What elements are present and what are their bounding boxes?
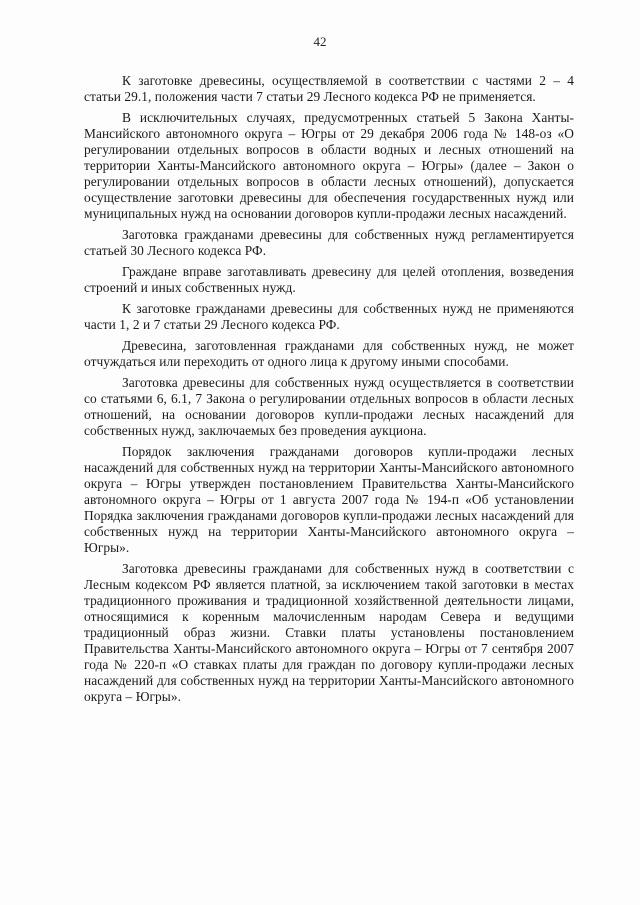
paragraph-3: Заготовка гражданами древесины для собственных нужд регламентируется статьей 30 Лесного кодекса РФ.	[84, 227, 574, 258]
paragraph-8: Порядок заключения гражданами договоров купли-продажи лесных насаждений для собственных нужд на территории Ханты-Мансийского автономного округа – Югры утвержден постановлением Правительства Ханты-Мансийского автономного округа – Югры от 1 августа 2007 года № 194-п «Об установлении Порядка заключения гражданами договоров купли-продажи лесных насаждений для собственных нужд на территории Ханты-Мансийского автономного округа – Югры».	[84, 444, 574, 555]
page-number: 42	[313, 34, 327, 49]
paragraph-1: К заготовке древесины, осуществляемой в соответствии с частями 2 – 4 статьи 29.1, положения части 7 статьи 29 Лесного кодекса РФ не применяется.	[84, 73, 574, 104]
paragraph-2: В исключительных случаях, предусмотренных статьей 5 Закона Ханты-Мансийского автономного округа – Югры от 29 декабря 2006 года № 148-оз «О регулировании отдельных вопросов в области водных и лесных отношений на территории Ханты-Мансийского автономного округа – Югры» (далее – Закон о регулировании отдельных вопросов в области лесных отношений), допускается осуществление заготовки древесины для обеспечения государственных нужд или муниципальных нужд на основании договоров купли-продажи лесных насаждений.	[84, 110, 574, 221]
paragraph-9: Заготовка древесины гражданами для собственных нужд в соответствии с Лесным кодексом РФ является платной, за исключением такой заготовки в местах традиционного проживания и традиционной хозяйственной деятельности лицами, относящимися к коренным малочисленным народам Севера и ведущими традиционный образ жизни. Ставки платы установлены постановлением Правительства Ханты-Мансийского автономного округа – Югры от 7 сентября 2007 года № 220-п «О ставках платы для граждан по договору купли-продажи лесных насаждений для собственных нужд на территории Ханты-Мансийского автономного округа – Югры».	[84, 561, 574, 704]
paragraph-7: Заготовка древесины для собственных нужд осуществляется в соответствии со статьями 6, 6.1, 7 Закона о регулировании отдельных вопросов в области лесных отношений, на основании договоров купли-продажи лесных насаждений для собственных нужд, заключаемых без проведения аукциона.	[84, 375, 574, 438]
paragraph-6: Древесина, заготовленная гражданами для собственных нужд, не может отчуждаться или переходить от одного лица к другому иными способами.	[84, 338, 574, 369]
paragraph-4: Граждане вправе заготавливать древесину для целей отопления, возведения строений и иных собственных нужд.	[84, 264, 574, 295]
paragraph-5: К заготовке гражданами древесины для собственных нужд не применяются части 1, 2 и 7 статьи 29 Лесного кодекса РФ.	[84, 301, 574, 332]
document-body	[84, 73, 574, 710]
